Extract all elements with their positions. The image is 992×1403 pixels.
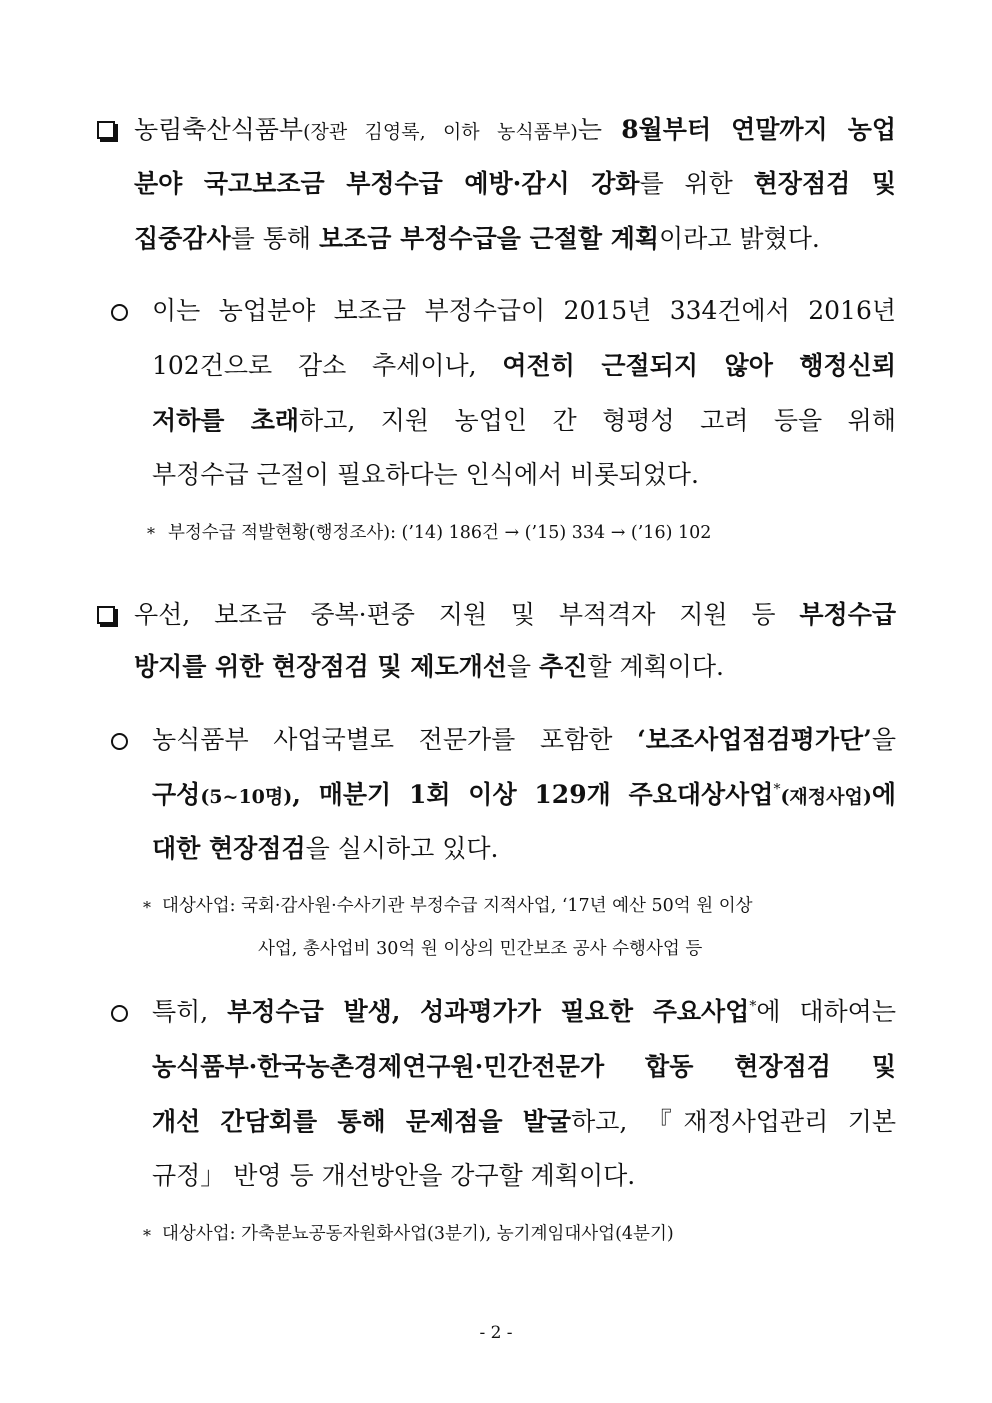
paragraph-line: 집중감사를 통해 보조금 부정수급을 근절할 계획이라고 밝혔다. (134, 224, 820, 253)
paragraph-line: 우선, 보조금 중복·편중 지원 및 부적격자 지원 등 부정수급 (134, 600, 896, 629)
paragraph-line: 저하를 초래하고, 지원 농업인 간 형평성 고려 등을 위해 (152, 406, 896, 435)
footnote: 사업, 총사업비 30억 원 이상의 민간보조 공사 수행사업 등 (258, 939, 703, 959)
footnote-asterisk: * (143, 1226, 151, 1245)
paragraph-line: 농식품부 사업국별로 전문가를 포함한 ‘보조사업점검평가단’을 (152, 725, 896, 754)
footnote: 부정수급 적발현황(행정조사): (’14) 186건 → (’15) 334 → (’16) 102 (168, 523, 712, 543)
footnote-asterisk: * (147, 524, 155, 543)
paragraph-line: 이는 농업분야 보조금 부정수급이 2015년 334건에서 2016년 (152, 296, 896, 325)
paragraph-line: 개선 간담회를 통해 문제점을 발굴하고, 『재정사업관리 기본 (152, 1107, 897, 1136)
paragraph-line: 방지를 위한 현장점검 및 제도개선을 추진할 계획이다. (134, 652, 724, 681)
footnote: 대상사업: 국회·감사원·수사기관 부정수급 지적사업, ‘17년 예산 50억 원 이상 (162, 896, 753, 916)
paragraph-line: 규정」 반영 등 개선방안을 강구할 계획이다. (152, 1161, 636, 1190)
paragraph-line: 농식품부·한국농촌경제연구원·민간전문가 합동 현장점검 및 (152, 1052, 896, 1081)
circle-bullet (111, 733, 128, 750)
page-number: - 2 - (479, 1323, 513, 1343)
paragraph-line: 부정수급 근절이 필요하다는 인식에서 비롯되었다. (152, 460, 699, 489)
paragraph-line: 농림축산식품부(장관 김영록, 이하 농식품부)는 8월부터 연말까지 농업 (134, 115, 896, 144)
circle-bullet (111, 304, 128, 321)
footnote: 대상사업: 가축분뇨공동자원화사업(3분기), 농기계임대사업(4분기) (162, 1224, 674, 1244)
checkbox-bullet (97, 606, 115, 624)
paragraph-line: 구성(5~10명), 매분기 1회 이상 129개 주요대상사업*(재정사업)에 (152, 780, 896, 809)
paragraph-line: 대한 현장점검을 실시하고 있다. (152, 834, 499, 863)
footnote-asterisk: * (143, 898, 151, 917)
circle-bullet (111, 1005, 128, 1022)
checkbox-bullet (97, 121, 115, 139)
paragraph-line: 특히, 부정수급 발생, 성과평가가 필요한 주요사업*에 대하여는 (152, 997, 896, 1026)
paragraph-line: 분야 국고보조금 부정수급 예방·감시 강화를 위한 현장점검 및 (134, 169, 896, 198)
paragraph-line: 102건으로 감소 추세이나, 여전히 근절되지 않아 행정신뢰 (152, 351, 897, 380)
